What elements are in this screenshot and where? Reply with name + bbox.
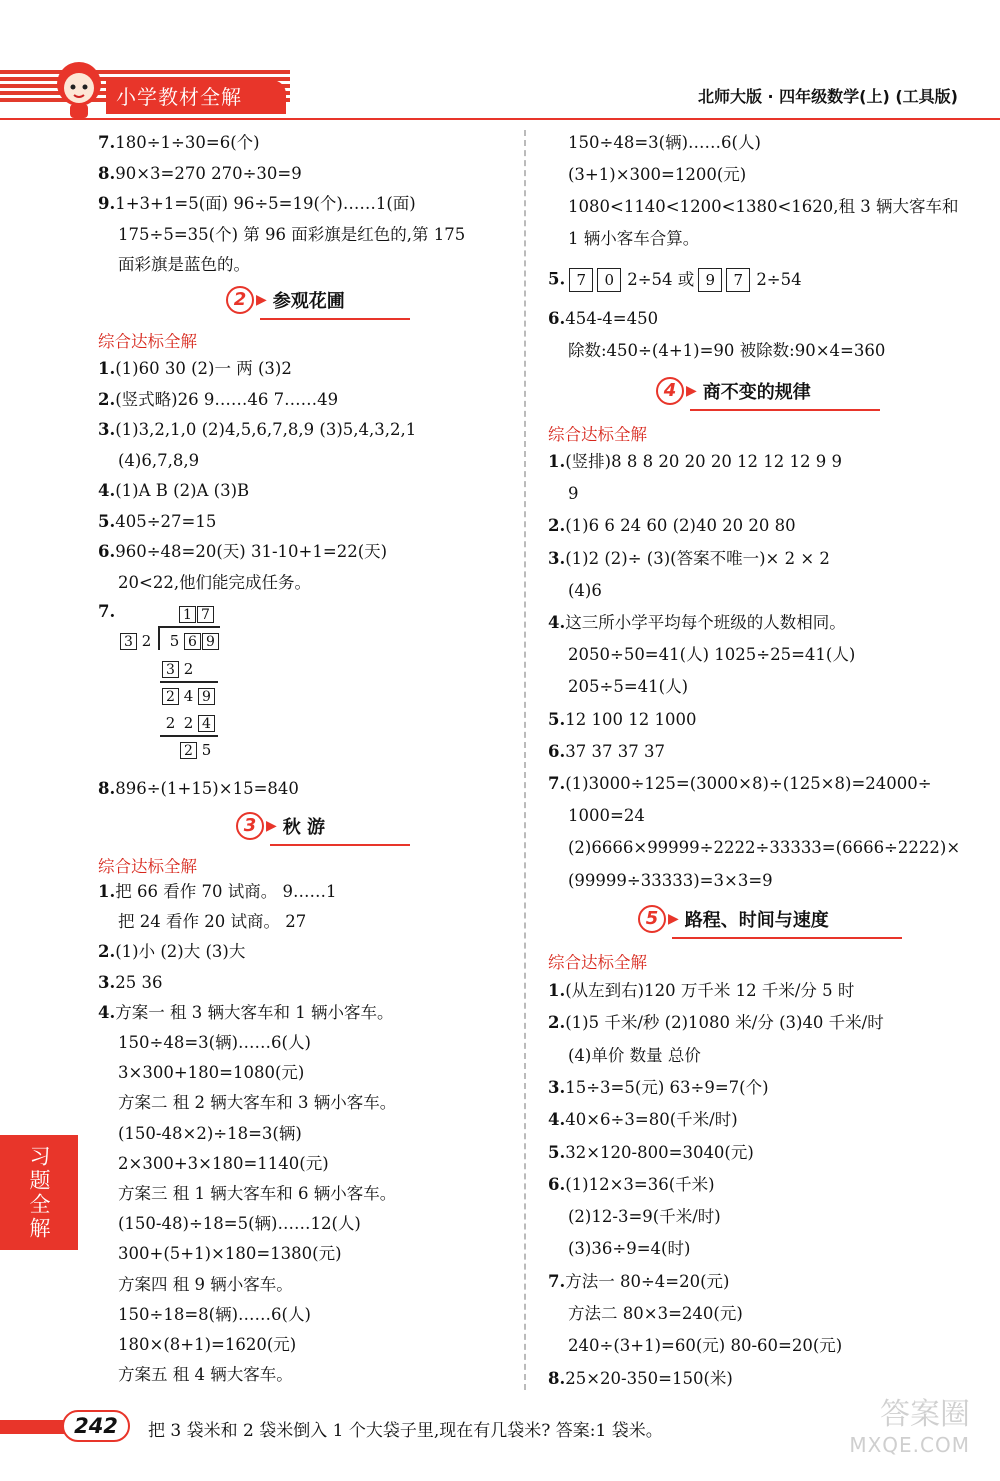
answer-line xyxy=(548,1078,769,1098)
answer-text: (3+1)×300=1200(元) xyxy=(568,165,747,184)
item-number: 5. xyxy=(548,1142,566,1162)
item-number: 3. xyxy=(98,420,116,439)
answer-line xyxy=(118,1033,311,1053)
answer-text: (1)2 (2)÷ (3)(答案不唯一)× 2 × 2 xyxy=(565,548,830,568)
answer-text: (从左到右)120 万千米 12 千米/分 5 时 xyxy=(565,981,855,1000)
answer-line xyxy=(118,1335,296,1355)
item-number: 5. xyxy=(98,511,116,531)
item-number: 2. xyxy=(98,942,116,962)
section-subtitle: 综合达标全解 xyxy=(98,857,197,876)
answer-text: 12 100 12 1000 xyxy=(565,709,697,729)
section-title xyxy=(656,377,811,413)
answer-text: 300+(5+1)×180=1380(元) xyxy=(118,1244,342,1264)
answer-line xyxy=(548,774,932,794)
section-heading: 参观花圃 xyxy=(272,291,345,312)
answer-text: (150-48×2)÷18=3(辆) xyxy=(118,1123,302,1143)
section-heading: 秋 游 xyxy=(282,817,326,838)
answer-text: 960÷48=20(天) 31-10+1=22(天) xyxy=(115,542,388,561)
answer-line xyxy=(98,359,292,379)
digit-box: 0 xyxy=(597,268,621,292)
answer-text: 面彩旗是蓝色的。 xyxy=(118,255,250,274)
answer-text: 1000=24 xyxy=(568,806,645,826)
item-number: 8. xyxy=(548,1368,566,1388)
answer-text: 把 66 看作 70 试商。 9……1 xyxy=(115,882,337,901)
answer-line xyxy=(568,838,960,858)
answer-line xyxy=(568,645,855,665)
answer-line xyxy=(118,225,465,245)
answer-text: 1080<1140<1200<1380<1620,租 3 辆大客车和 xyxy=(568,197,959,216)
item-number: 7. xyxy=(98,602,116,621)
answer-line xyxy=(548,549,830,569)
answer-text: 2×300+3×180=1140(元) xyxy=(118,1153,329,1173)
digit-box: 9 xyxy=(698,268,722,292)
digit-cell: 3 xyxy=(120,633,137,650)
item-number: 6. xyxy=(548,741,566,761)
answer-line xyxy=(568,1046,701,1066)
answer-line xyxy=(98,133,260,153)
side-tab: 习题全解 xyxy=(0,1135,78,1250)
answer-text: 20<22,他们能完成任务。 xyxy=(118,572,312,592)
answer-line xyxy=(98,882,336,902)
answer-line xyxy=(118,1275,293,1295)
answer-line xyxy=(98,1003,393,1023)
section-subtitle: 综合达标全解 xyxy=(548,425,647,444)
item-number: 3. xyxy=(548,1077,566,1097)
answer-line xyxy=(98,542,387,562)
digit-cell: 3 xyxy=(162,661,179,678)
answer-line xyxy=(568,197,959,217)
item-number: 5. xyxy=(548,269,566,289)
edition-label: 北师大版 · 四年级数学(上) (工具版) xyxy=(697,87,958,106)
item-number: 6. xyxy=(548,309,566,328)
item-number: 7. xyxy=(548,774,566,793)
answer-text: 1+3+1=5(面) 96÷5=19(个)……1(面) xyxy=(115,194,416,213)
watermark xyxy=(849,1397,970,1460)
answer-line xyxy=(548,1110,738,1130)
section-title xyxy=(638,905,829,941)
item-number: 8. xyxy=(98,163,116,183)
answer-line xyxy=(118,1093,396,1113)
answer-line xyxy=(98,420,416,440)
item-number: 1. xyxy=(548,452,566,471)
division-bar xyxy=(160,626,220,628)
answer-text: 37 37 37 37 xyxy=(565,741,665,761)
answer-text: (2)6666×99999÷2222÷33333=(6666÷2222)× xyxy=(568,838,961,858)
section-title xyxy=(226,286,345,322)
answer-text: (1)A B (2)A (3)B xyxy=(115,481,250,500)
section-subtitle: 综合达标全解 xyxy=(548,953,647,972)
item-number: 1. xyxy=(98,882,116,901)
answer-line xyxy=(548,981,854,1001)
item-number: 6. xyxy=(98,542,116,561)
answer-text: (4)6 xyxy=(568,580,602,600)
item-number: 3. xyxy=(98,972,116,992)
digit-cell: 2 xyxy=(165,714,176,732)
answer-text: (3)36÷9=4(时) xyxy=(568,1239,691,1259)
answer-line xyxy=(568,1336,842,1356)
answer-text: 150÷18=8(辆)……6(人) xyxy=(118,1304,311,1324)
digit-cell: 2 xyxy=(183,660,194,678)
answer-line xyxy=(98,942,245,962)
item-number: 3. xyxy=(548,548,566,568)
watermark-url: MXQE.COM xyxy=(849,1433,970,1457)
answer-text: 32×120-800=3040(元) xyxy=(565,1142,754,1162)
answer-line xyxy=(548,452,842,472)
section-number-badge: 5 xyxy=(638,905,666,933)
item-number: 4. xyxy=(548,1110,566,1130)
brand-header xyxy=(0,60,290,112)
answer-text: 除数:450÷(4+1)=90 被除数:90×4=360 xyxy=(568,341,886,360)
answer-line xyxy=(568,484,579,504)
answer-text: 405÷27=15 xyxy=(115,511,217,531)
digit-cell: 4 xyxy=(183,687,194,705)
answer-line xyxy=(568,165,746,185)
answer-text: 方法一 80÷4=20(元) xyxy=(565,1271,730,1291)
answer-line xyxy=(98,512,216,532)
answer-text: (竖排)8 8 8 20 20 20 12 12 12 9 9 xyxy=(565,452,843,471)
answer-text: 240÷(3+1)=60(元) 80-60=20(元) xyxy=(568,1336,843,1356)
answer-text: 2050÷50=41(人) 1025÷25=41(人) xyxy=(568,645,856,665)
answer-line xyxy=(568,677,688,697)
footer-bar xyxy=(0,1420,70,1434)
digit-cell: 2 xyxy=(183,714,194,732)
answer-text: 方案二 租 2 辆大客车和 3 辆小客车。 xyxy=(118,1093,397,1113)
arrow-icon: ▶ xyxy=(256,292,267,308)
division-bracket xyxy=(158,626,166,650)
answer-text: 2÷54 或 xyxy=(627,269,695,289)
section-subtitle: 综合达标全解 xyxy=(98,332,197,351)
item-number: 4. xyxy=(548,613,566,632)
answer-line xyxy=(118,1244,342,1264)
section-heading: 商不变的规律 xyxy=(702,382,811,403)
digit-box: 7 xyxy=(726,268,750,292)
answer-text: 方法二 80×3=240(元) xyxy=(568,1304,743,1323)
answer-text: (竖式略)26 9……46 7……49 xyxy=(115,389,339,409)
answer-line xyxy=(98,194,416,214)
answer-text: 180÷1÷30=6(个) xyxy=(115,133,260,152)
answer-text: 9 xyxy=(568,484,579,504)
answer-text: 180×(8+1)=1620(元) xyxy=(118,1335,297,1354)
answer-line xyxy=(568,341,885,361)
section-underline xyxy=(270,844,410,846)
answer-line xyxy=(98,779,299,799)
item-number: 1. xyxy=(98,359,116,378)
answer-text: (2)12-3=9(千米/时) xyxy=(568,1207,721,1227)
answer-line xyxy=(98,481,249,501)
section-heading: 路程、时间与速度 xyxy=(684,910,829,931)
answer-text: 150÷48=3(辆)……6(人) xyxy=(568,133,761,152)
answer-line xyxy=(568,229,699,249)
digit-cell: 2 xyxy=(162,688,179,705)
answer-line xyxy=(548,613,846,633)
item-number: 8. xyxy=(98,779,116,798)
answer-line xyxy=(568,806,645,826)
answer-text: 896÷(1+15)×15=840 xyxy=(115,779,299,798)
item-number: 7. xyxy=(548,1271,566,1291)
answer-text: 90×3=270 270÷30=9 xyxy=(115,163,302,183)
answer-text: 454-4=450 xyxy=(565,309,659,328)
digit-cell: 5 xyxy=(169,632,180,650)
answer-line xyxy=(548,1175,715,1195)
answer-line xyxy=(548,1013,884,1033)
answer-text: 1 辆小客车合算。 xyxy=(568,229,700,248)
answer-text: 方案一 租 3 辆大客车和 1 辆小客车。 xyxy=(115,1002,394,1022)
answer-line xyxy=(118,1214,361,1234)
section-number-badge: 4 xyxy=(656,377,684,405)
answer-line xyxy=(548,1369,733,1389)
answer-line xyxy=(98,164,302,184)
answer-line xyxy=(548,309,658,329)
answer-text: (1)5 千米/秒 (2)1080 米/分 (3)40 千米/时 xyxy=(565,1013,884,1033)
answer-text: (1)小 (2)大 (3)大 xyxy=(115,942,246,962)
answer-text: (1)60 30 (2)一 两 (3)2 xyxy=(115,359,292,378)
answer-text: 175÷5=35(个) 第 96 面彩旗是红色的,第 175 xyxy=(118,224,466,244)
answer-text: 2÷54 xyxy=(756,269,802,289)
item-number: 6. xyxy=(548,1174,566,1194)
answer-text: 这三所小学平均每个班级的人数相同。 xyxy=(565,613,846,632)
item-number: 4. xyxy=(98,481,116,500)
digit-cell: 9 xyxy=(202,633,219,650)
item-number: 2. xyxy=(98,389,116,409)
answer-text: 205÷5=41(人) xyxy=(568,677,689,697)
digit-cell: 2 xyxy=(141,632,152,650)
answer-line xyxy=(118,1184,396,1204)
item-number: 1. xyxy=(548,981,566,1000)
digit-cell: 4 xyxy=(198,715,215,732)
answer-line xyxy=(118,1154,329,1174)
answer-text: (1)12×3=36(千米) xyxy=(565,1174,715,1194)
answer-line xyxy=(118,1124,302,1144)
section-underline xyxy=(672,937,902,939)
answer-line xyxy=(568,871,773,891)
item-number: 4. xyxy=(98,1002,116,1022)
column-divider xyxy=(524,130,526,1390)
answer-text: 40×6÷3=80(千米/时) xyxy=(565,1110,738,1130)
digit-cell: 9 xyxy=(198,688,215,705)
answer-line xyxy=(118,1365,293,1385)
item-number: 9. xyxy=(98,194,116,213)
answer-text: 方案五 租 4 辆大客车。 xyxy=(118,1365,293,1385)
arrow-icon: ▶ xyxy=(668,911,679,927)
digit-cell: 6 xyxy=(184,633,201,650)
answer-line xyxy=(568,133,761,153)
answer-text: (150-48)÷18=5(辆)……12(人) xyxy=(118,1214,361,1234)
division-rule xyxy=(160,735,218,737)
item-number: 7. xyxy=(98,133,116,152)
answer-text: (4)单价 数量 总价 xyxy=(568,1045,701,1065)
answer-text: (1)6 6 24 60 (2)40 20 20 80 xyxy=(565,516,796,536)
answer-line xyxy=(548,1143,754,1163)
item-number: 5. xyxy=(548,709,566,729)
answer-line xyxy=(118,912,306,932)
section-underline xyxy=(690,409,880,411)
answer-text: 方案三 租 1 辆大客车和 6 辆小客车。 xyxy=(118,1184,397,1203)
arrow-icon: ▶ xyxy=(686,383,697,399)
answer-line xyxy=(568,1239,690,1259)
digit-cell: 7 xyxy=(197,606,214,623)
answer-text: 25×20-350=150(米) xyxy=(565,1368,733,1388)
header-rule xyxy=(0,118,1000,120)
answer-line xyxy=(548,710,696,730)
answer-line xyxy=(568,1304,743,1324)
watermark-text: 答案圈 xyxy=(880,1397,970,1432)
answer-line xyxy=(118,451,199,471)
answer-text: (1)3,2,1,0 (2)4,5,6,7,8,9 (3)5,4,3,2,1 xyxy=(115,420,417,439)
answer-text: 把 24 看作 20 试商。 27 xyxy=(118,912,307,932)
answer-line xyxy=(568,581,602,601)
answer-text: 150÷48=3(辆)……6(人) xyxy=(118,1033,311,1052)
answer-line xyxy=(118,1063,304,1083)
answer-text: (4)6,7,8,9 xyxy=(118,450,200,470)
arrow-icon: ▶ xyxy=(266,818,277,834)
footer-riddle: 把 3 袋米和 2 袋米倒入 1 个大袋子里,现在有几袋米? 答案:1 袋米。 xyxy=(148,1421,663,1441)
answer-text: 方案四 租 9 辆小客车。 xyxy=(118,1274,293,1294)
brand-title: 小学教材全解 xyxy=(106,80,286,114)
answer-text: (1)3000÷125=(3000×8)÷(125×8)=24000÷ xyxy=(565,774,932,793)
answer-line xyxy=(568,1207,721,1227)
answer-text: 25 36 xyxy=(115,972,163,992)
answer-line xyxy=(98,973,162,993)
answer-line xyxy=(548,742,665,762)
digit-box: 7 xyxy=(569,268,593,292)
digit-cell: 2 xyxy=(180,742,197,759)
answer-text: (99999÷33333)=3×3=9 xyxy=(568,870,773,890)
section-number-badge: 3 xyxy=(236,812,264,840)
mascot-icon xyxy=(48,60,110,120)
answer-line xyxy=(118,255,250,275)
item-number: 2. xyxy=(548,1013,566,1033)
item-number: 2. xyxy=(548,516,566,536)
answer-line xyxy=(118,573,311,593)
answer-line xyxy=(118,1305,311,1325)
section-number-badge: 2 xyxy=(226,286,254,314)
page-number: 242 xyxy=(62,1410,130,1442)
digit-cell: 1 xyxy=(179,606,196,623)
answer-text: 15÷3=5(元) 63÷9=7(个) xyxy=(565,1077,769,1097)
answer-line xyxy=(548,516,796,536)
section-underline xyxy=(260,318,410,320)
answer-line xyxy=(98,390,338,410)
answer-line xyxy=(548,1272,730,1292)
answer-line xyxy=(548,268,802,292)
answer-text: 3×300+180=1080(元) xyxy=(118,1063,305,1083)
division-rule xyxy=(160,681,218,683)
digit-cell: 5 xyxy=(201,741,212,759)
section-title xyxy=(236,812,325,848)
